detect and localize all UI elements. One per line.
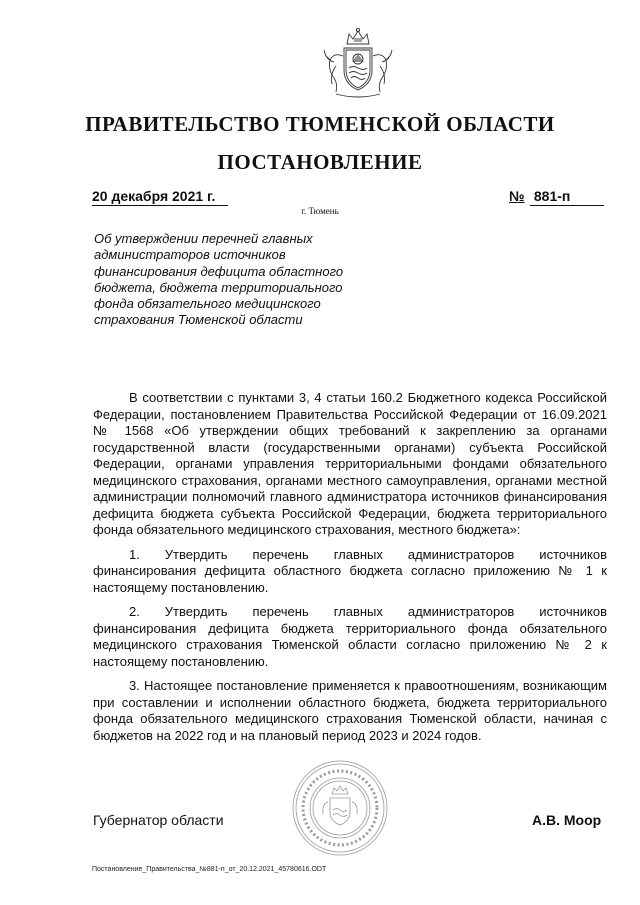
- document-subject: Об утверждении перечней главных администраторов источников финансирования дефицита областного бюджета, бюджета территориального фонда обязательного медицинского страхования Тюменской области: [94, 231, 344, 328]
- document-type: ПОСТАНОВЛЕНИЕ: [217, 150, 423, 174]
- document-body: [93, 390, 607, 752]
- item-3: 3. Настоящее постановление применяется к правоотношениям, возникающим при составлении и исполнении областного бюджета, бюджета территориального фонда обязательного медицинского страхования Тюменской области, начиная с бюджетов на 2022 год и на плановый период 2023 и 2024 годов.: [93, 678, 607, 743]
- signer-title: Губернатор области: [93, 812, 224, 828]
- document-number-value: 881-п: [533, 188, 571, 204]
- item-2: 2. Утвердить перечень главных администраторов источников финансирования дефицита бюджета территориального фонда обязательного медицинского страхования Тюменской области согласно приложению № 2 к настоящему постановлению.: [93, 604, 607, 669]
- number-sign: №: [509, 188, 525, 204]
- signer-name: А.В. Моор: [532, 812, 602, 828]
- government-title: ПРАВИТЕЛЬСТВО ТЮМЕНСКОЙ ОБЛАСТИ: [85, 112, 555, 136]
- coat-of-arms-icon: [316, 26, 400, 102]
- official-seal-icon: [290, 758, 390, 858]
- document-number: [530, 188, 604, 206]
- footer-filename: Постановление_Правительства_№881-п_от_20.12.2021_45780616.ODT: [92, 866, 327, 873]
- preamble: В соответствии с пунктами 3, 4 статьи 160.2 Бюджетного кодекса Российской Федерации, постановлением Правительства Российской Федерации от 16.09.2021 № 1568 «Об утверждении общих требований к закреплению за органами государственной власти (государственными органами) субъекта Российской Федерации, органами управления территориальными фондами обязательного медицинского страхования, органами местного самоуправления, органами местной администрации полномочий главного администратора источников финансирования дефицита бюджета субъекта Российской Федерации, бюджета территориального фонда обязательного медицинского страхования, местного бюджета»:: [93, 390, 607, 537]
- city: г. Тюмень: [301, 206, 339, 216]
- item-1: 1. Утвердить перечень главных администраторов источников финансирования дефицита областного бюджета согласно приложению № 1 к настоящему постановлению.: [93, 546, 607, 595]
- document-date: 20 декабря 2021 г.: [92, 188, 228, 206]
